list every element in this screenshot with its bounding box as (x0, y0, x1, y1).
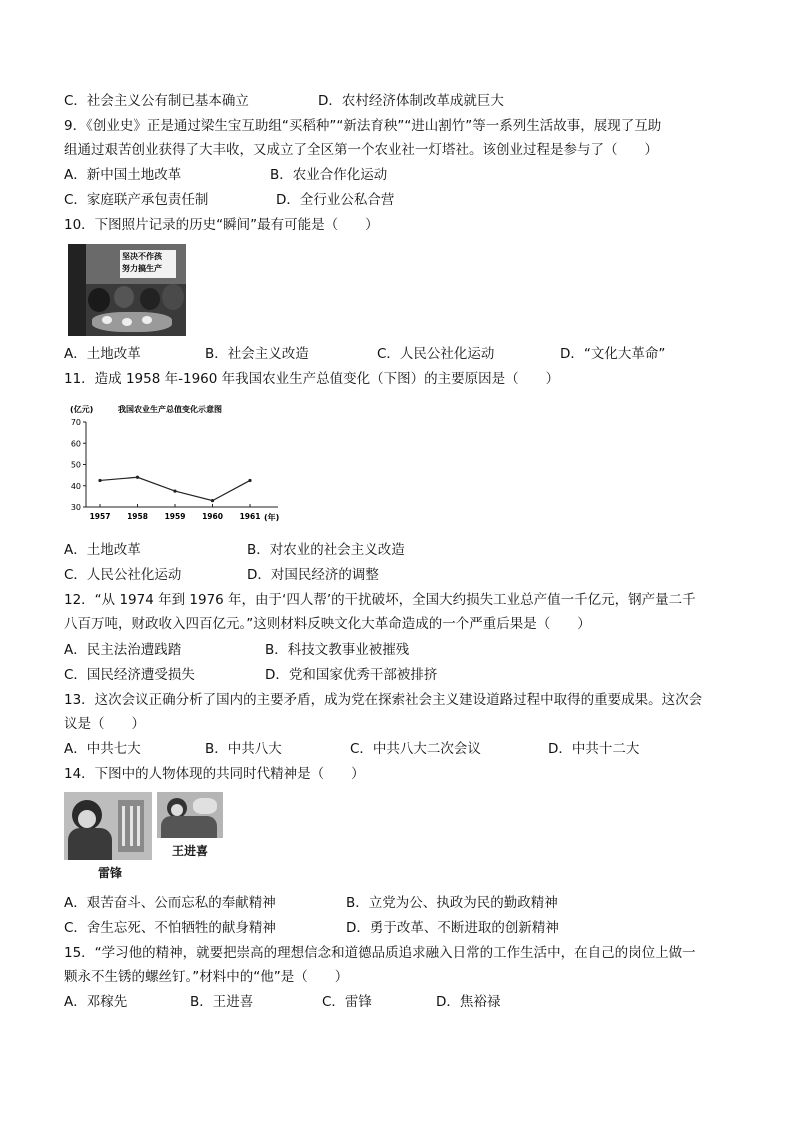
x-tick-label: 1960 (202, 512, 223, 521)
q13-stem-line1: 13．这次会议正确分析了国内的主要矛盾，成为党在探索社会主义建设道路过程中取得的重要成果。这次会 (64, 692, 703, 708)
q15-stem-line2: 颗永不生锈的螺丝钉。”材料中的“他”是（ ） (64, 969, 349, 985)
q12-option-c: C．国民经济遭受损失 (64, 667, 195, 683)
series-line (100, 477, 250, 500)
caption-leifeng: 雷锋 (98, 866, 123, 880)
q13-option-c: C．中共八大二次会议 (350, 741, 481, 757)
q15-option-c: C．雷锋 (322, 994, 372, 1010)
leifeng-photo (64, 792, 152, 860)
data-point (248, 479, 251, 482)
option-c: C．社会主义公有制已基本确立 (64, 93, 249, 109)
q13-option-d: D．中共十二大 (548, 741, 640, 757)
q10-stem: 10．下图照片记录的历史“瞬间”最有可能是（ ） (64, 217, 379, 233)
q10-option-d: D．“文化大革命” (560, 346, 666, 362)
q10-option-c: C．人民公社化运动 (377, 346, 495, 362)
q14-option-a: A．艰苦奋斗、公而忘私的奉献精神 (64, 895, 276, 911)
q9-option-b: B．农业合作化运动 (270, 167, 388, 183)
q14-option-b: B．立党为公、执政为民的勤政精神 (346, 895, 558, 911)
chart-title: 我国农业生产总值变化示意图 (118, 405, 222, 414)
q9-stem-line2: 组通过艰苦创业获得了大丰收，又成立了全区第一个农业社一灯塔社。该创业过程是参与了（ ） (64, 142, 658, 158)
q13-option-a: A．中共七大 (64, 741, 141, 757)
q15-option-b: B．王进喜 (190, 994, 254, 1010)
q9-option-d: D．全行业公私合营 (276, 192, 395, 208)
q12-stem-line1: 12．“从 1974 年到 1976 年，由于‘四人帮’的干扰破坏，全国大约损失工业总产值一千亿元，钢产量二千 (64, 592, 696, 608)
q12-option-a: A．民主法治遭践踏 (64, 642, 182, 658)
q14-option-c: C．舍生忘死、不怕牺牲的献身精神 (64, 920, 276, 936)
data-point (211, 499, 214, 502)
q13-option-b: B．中共八大 (205, 741, 282, 757)
q9-stem-line1: 9．《创业史》正是通过梁生宝互助组“买稻种”“新法育秧”“进山割竹”等一系列生活故事，展现了互助 (64, 118, 662, 134)
caption-wangjinxi: 王进喜 (172, 844, 209, 858)
x-tick-label: 1958 (127, 512, 148, 521)
q15-option-a: A．邓稼先 (64, 994, 128, 1010)
q14-option-d: D．勇于改革、不断进取的创新精神 (346, 920, 559, 936)
option-d: D．农村经济体制改革成就巨大 (318, 93, 504, 109)
x-tick-label: 1961 (239, 512, 261, 521)
agri-output-chart (60, 398, 290, 528)
x-tick-label: 1959 (164, 512, 186, 521)
y-tick-label: 70 (70, 418, 81, 427)
y-tick-label: 30 (70, 503, 81, 512)
chart-xlabel: (年) (264, 513, 280, 522)
data-point (173, 489, 176, 492)
q15-stem-line1: 15．“学习他的精神，就要把崇高的理想信念和道德品质追求融入日常的工作生活中，在自己的岗位上做一 (64, 945, 696, 961)
chart-ylabel: (亿元) (70, 405, 94, 414)
q11-option-d: D．对国民经济的调整 (247, 567, 379, 583)
wangjinxi-photo (157, 792, 223, 838)
y-tick-label: 60 (70, 439, 81, 449)
q11-option-a: A．土地改革 (64, 542, 141, 558)
q9-option-a: A．新中国土地改革 (64, 167, 182, 183)
y-tick-label: 50 (70, 460, 81, 470)
q10-option-b: B．社会主义改造 (205, 346, 309, 362)
q10-photo-slogan-1: 坚决不作孩 (122, 252, 162, 261)
q12-option-d: D．党和国家优秀干部被排挤 (265, 667, 438, 683)
q12-option-b: B．科技文教事业被摧残 (265, 642, 410, 658)
q11-option-c: C．人民公社化运动 (64, 567, 182, 583)
q14-stem: 14．下图中的人物体现的共同时代精神是（ ） (64, 766, 365, 782)
q12-stem-line2: 八百万吨，财政收入四百亿元。”这则材料反映文化大革命造成的一个严重后果是（ ） (64, 616, 591, 632)
q15-option-d: D．焦裕禄 (436, 994, 501, 1010)
x-tick-label: 1957 (89, 512, 111, 521)
q11-option-b: B．对农业的社会主义改造 (247, 542, 405, 558)
q10-photo (68, 244, 186, 336)
q9-option-c: C．家庭联产承包责任制 (64, 192, 209, 208)
q10-option-a: A．土地改革 (64, 346, 141, 362)
data-point (98, 479, 101, 482)
q11-stem: 11．造成 1958 年-1960 年我国农业生产总值变化（下图）的主要原因是（ ） (64, 371, 560, 387)
q13-stem-line2: 议是（ ） (64, 716, 145, 732)
q10-photo-slogan-2: 努力搞生产 (122, 264, 162, 273)
y-tick-label: 40 (70, 481, 81, 491)
data-point (136, 476, 139, 479)
